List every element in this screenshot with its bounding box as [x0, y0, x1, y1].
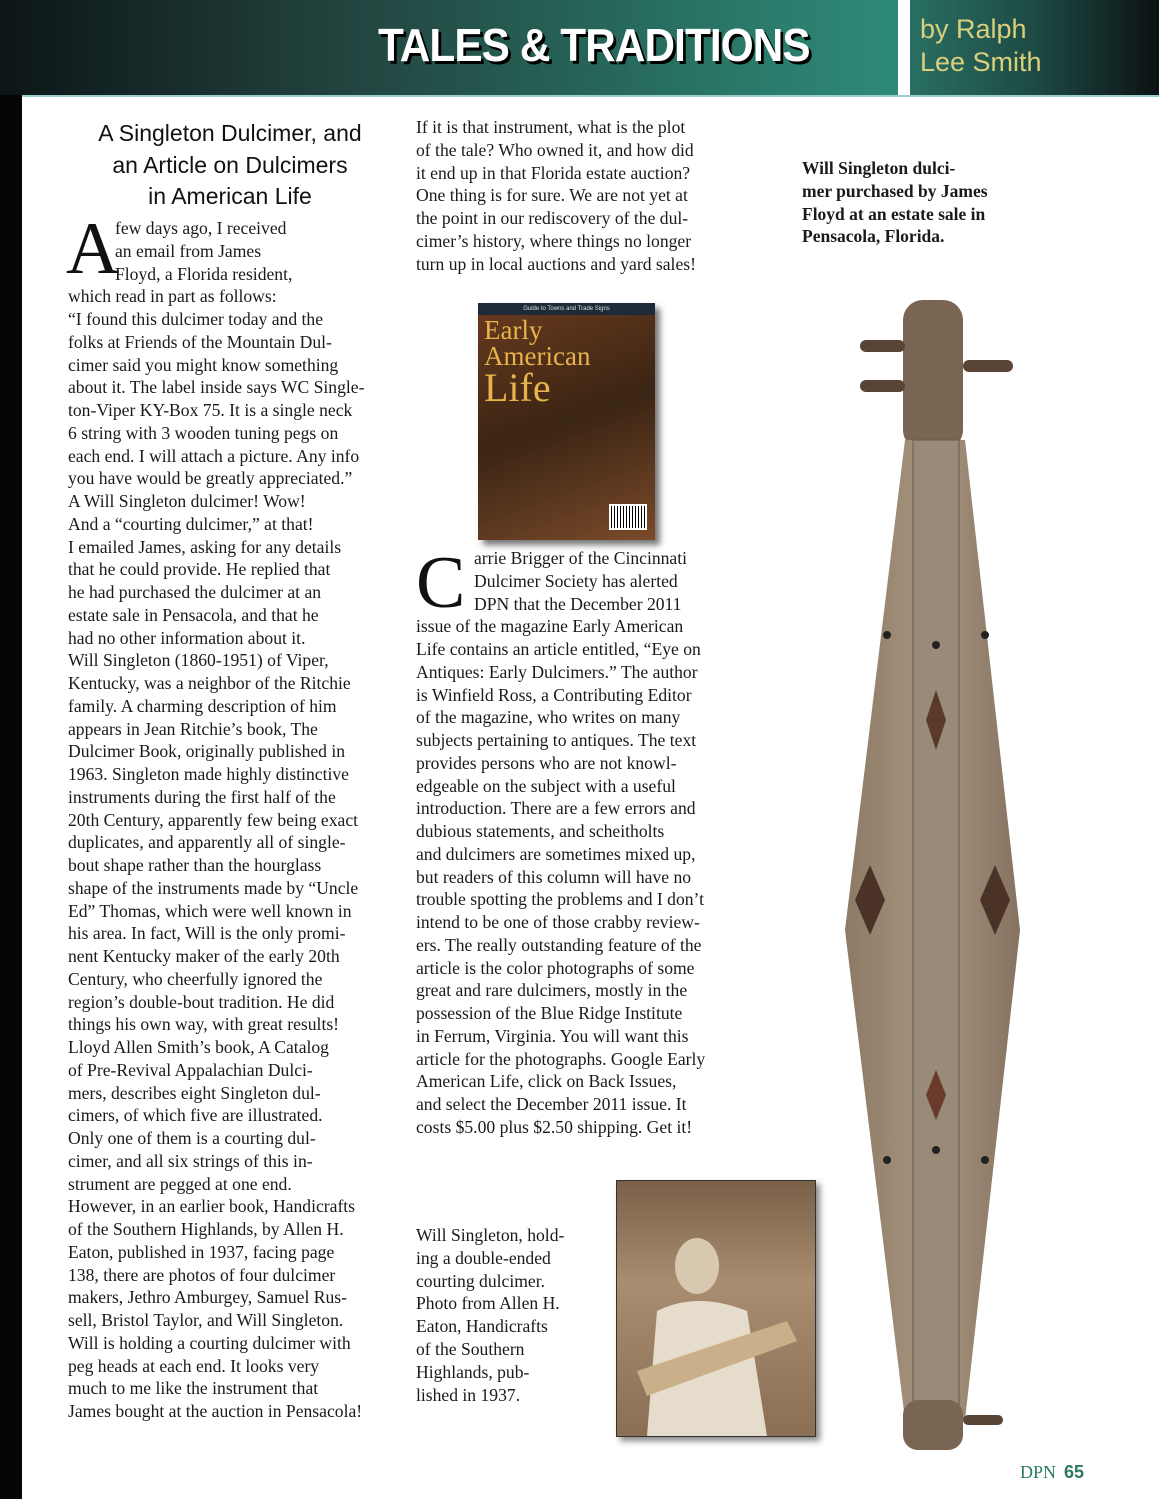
text-line: introduction. There are a few errors and: [416, 798, 696, 819]
byline-line: Lee Smith: [920, 47, 1042, 77]
page-number: 65: [1064, 1462, 1085, 1482]
photo-caption: [416, 1224, 564, 1406]
dulcimer-photo: [815, 290, 1040, 1450]
text-line: Lloyd Allen Smith’s book, A Catalog: [68, 1037, 329, 1057]
text-line: great and rare dulcimers, mostly in the: [416, 980, 688, 1001]
text-line: cimer said you might know something: [68, 354, 339, 375]
text-line: 6 string with 3 wooden tuning pegs on: [68, 422, 339, 443]
text-line: American Life, click on Back Issues,: [416, 1071, 677, 1092]
text-line: of the Southern: [416, 1338, 525, 1359]
text-line: an email from James: [115, 240, 262, 261]
text-line: Will is holding a courting dulcimer with: [68, 1332, 351, 1353]
text-line: of the Southern Highlands, by Allen H.: [68, 1219, 344, 1239]
drop-cap: C: [416, 542, 466, 624]
text-line: Life contains an article entitled, “Eye on: [416, 639, 701, 659]
text-line: courting dulcimer.: [416, 1270, 545, 1291]
text-line: Will Singleton dulci-: [802, 158, 956, 178]
text-line: ers. The really outstanding feature of the: [416, 934, 702, 955]
text-line: duplicates, and apparently all of single-: [68, 832, 346, 853]
portrait-figure: [617, 1181, 815, 1436]
magazine-cover-image: [478, 303, 655, 540]
title-line: A Singleton Dulcimer, and: [98, 120, 362, 146]
text-line: of the tale? Who owned it, and how did: [416, 139, 694, 160]
text-line: the point in our rediscovery of the dul-: [416, 208, 689, 228]
text-line: few days ago, I received: [115, 218, 287, 238]
text-line: Highlands, pub-: [416, 1361, 530, 1382]
text-line: edgeable on the subject with a useful: [416, 775, 676, 796]
article-column-2-bottom: [416, 542, 706, 1139]
text-line: had no other information about it.: [68, 627, 306, 648]
text-line: Kentucky, was a neighbor of the Ritchie: [68, 673, 351, 693]
title-line: in American Life: [148, 183, 312, 209]
text-line: And a “courting dulcimer,” at that!: [68, 513, 314, 534]
text-line: makers, Jethro Amburgey, Samuel Rus-: [68, 1287, 348, 1308]
text-line: One thing is for sure. We are not yet at: [416, 185, 688, 206]
text-line: 1963. Singleton made highly distinctive: [68, 764, 349, 784]
text-line: Floyd, a Florida resident,: [115, 263, 293, 284]
text-line: shape of the instruments made by “Uncle: [68, 877, 359, 898]
text-line: estate sale in Pensacola, and that he: [68, 604, 319, 625]
text-line: Eaton, published in 1937, facing page: [68, 1241, 335, 1262]
text-line: folks at Friends of the Mountain Dul-: [68, 331, 332, 352]
article-column-2-top: [416, 116, 696, 275]
article-title: [68, 118, 392, 213]
text-line: subjects pertaining to antiques. The text: [416, 730, 697, 750]
text-line: his area. In fact, Will is the only promi-: [68, 923, 346, 944]
text-line: trouble spotting the problems and I don’t: [416, 889, 704, 910]
text-line: nent Kentucky maker of the early 20th: [68, 946, 340, 966]
section-title: TALES & TRADITIONS: [378, 19, 810, 71]
text-line: mers, describes eight Singleton dul-: [68, 1082, 321, 1103]
text-line: strument are pegged at one end.: [68, 1173, 292, 1194]
text-line: Floyd at an estate sale in: [802, 203, 986, 224]
text-line: Dulcimer Society has alerted: [474, 570, 678, 591]
cover-masthead: [478, 315, 655, 409]
text-line: 138, there are photos of four dulcimer: [68, 1264, 336, 1285]
drop-cap: A: [66, 208, 120, 290]
text-line: Eaton, Handicrafts: [416, 1316, 548, 1337]
text-line: things his own way, with great results!: [68, 1014, 340, 1035]
text-line: he had purchased the dulcimer at an: [68, 582, 322, 602]
masthead-line: Early American: [484, 315, 591, 371]
text-line: article is the color photographs of some: [416, 957, 695, 978]
text-line: I emailed James, asking for any details: [68, 536, 342, 557]
text-line: it end up in that Florida estate auction?: [416, 162, 691, 183]
text-line: “I found this dulcimer today and the: [68, 309, 324, 329]
cover-tagline: Guide to Towns and Trade Signs: [478, 303, 655, 315]
text-line: Only one of them is a courting dul-: [68, 1128, 316, 1148]
text-line: intend to be one of those crabby review-: [416, 912, 700, 932]
text-line: James bought at the auction in Pensacola!: [68, 1401, 363, 1421]
text-line: Antiques: Early Dulcimers.” The author: [416, 661, 698, 682]
text-line: turn up in local auctions and yard sales!: [416, 253, 696, 274]
text-line: which read in part as follows:: [68, 286, 277, 307]
text-line: cimer’s history, where things no longer: [416, 230, 692, 251]
text-line: Century, who cheerfully ignored the: [68, 968, 323, 989]
text-line: provides persons who are not knowl-: [416, 752, 677, 773]
dulcimer-caption: [802, 157, 988, 248]
text-line: but readers of this column will have no: [416, 866, 692, 887]
text-line: If it is that instrument, what is the plot: [416, 117, 686, 137]
text-line: possession of the Blue Ridge Institute: [416, 1003, 683, 1023]
text-line: family. A charming description of him: [68, 695, 337, 716]
text-line: instruments during the first half of the: [68, 786, 336, 807]
text-line: However, in an earlier book, Handicrafts: [68, 1196, 356, 1217]
text-line: A Will Singleton dulcimer! Wow!: [68, 491, 306, 511]
text-line: Ed” Thomas, which were well known in: [68, 900, 352, 921]
text-line: you have would be greatly appreciated.”: [68, 468, 353, 489]
text-line: costs $5.00 plus $2.50 shipping. Get it!: [416, 1116, 693, 1137]
text-line: of Pre-Revival Appalachian Dulci-: [68, 1059, 313, 1080]
text-line: region’s double-bout tradition. He did: [68, 991, 335, 1012]
byline: [920, 13, 1042, 79]
text-line: bout shape rather than the hourglass: [68, 855, 322, 875]
byline-line: by Ralph: [920, 14, 1027, 44]
text-line: Pensacola, Florida.: [802, 226, 945, 247]
title-line: an Article on Dulcimers: [112, 151, 348, 178]
text-line: issue of the magazine Early American: [416, 616, 684, 637]
text-line: cimer, and all six strings of this in-: [68, 1150, 313, 1171]
text-line: Will Singleton (1860-1951) of Viper,: [68, 650, 329, 671]
text-line: article for the photographs. Google Early: [416, 1048, 706, 1069]
masthead-line: Life: [484, 365, 551, 410]
page-edge-bar: [0, 0, 22, 1499]
text-line: in Ferrum, Virginia. You will want this: [416, 1025, 689, 1046]
magazine-name: DPN: [1020, 1462, 1057, 1482]
text-line: dubious statements, and scheitholts: [416, 821, 665, 841]
text-line: and dulcimers are sometimes mixed up,: [416, 843, 696, 864]
text-line: sell, Bristol Taylor, and Will Singleton.: [68, 1310, 344, 1330]
header-divider: [898, 0, 910, 95]
page-footer: [1020, 1462, 1084, 1483]
text-line: arrie Brigger of the Cincinnati: [474, 548, 688, 568]
text-line: Will Singleton, hold-: [416, 1225, 565, 1245]
text-line: appears in Jean Ritchie’s book, The: [68, 718, 318, 739]
text-line: and select the December 2011 issue. It: [416, 1094, 687, 1114]
article-column-1: [68, 217, 364, 1423]
text-line: much to me like the instrument that: [68, 1378, 319, 1399]
text-line: peg heads at each end. It looks very: [68, 1355, 320, 1376]
text-line: Photo from Allen H.: [416, 1293, 560, 1314]
text-line: DPN that the December 2011: [474, 593, 682, 614]
text-line: that he could provide. He replied that: [68, 559, 331, 580]
barcode: [609, 504, 647, 530]
peghead-top: [903, 300, 963, 450]
text-line: lished in 1937.: [416, 1384, 521, 1405]
text-line: 20th Century, apparently few being exact: [68, 809, 359, 830]
text-line: about it. The label inside says WC Single-: [68, 377, 365, 398]
text-line: cimers, of which five are illustrated.: [68, 1105, 323, 1126]
will-singleton-photo: [616, 1180, 816, 1437]
header-rule: [22, 95, 1159, 97]
text-line: of the magazine, who writes on many: [416, 707, 681, 728]
text-line: ton-Viper KY-Box 75. It is a single neck: [68, 400, 353, 420]
text-line: Dulcimer Book, originally published in: [68, 741, 346, 762]
text-line: mer purchased by James: [802, 180, 988, 201]
text-line: each end. I will attach a picture. Any info: [68, 445, 360, 466]
text-line: ing a double-ended: [416, 1247, 551, 1268]
text-line: is Winfield Ross, a Contributing Editor: [416, 684, 692, 705]
